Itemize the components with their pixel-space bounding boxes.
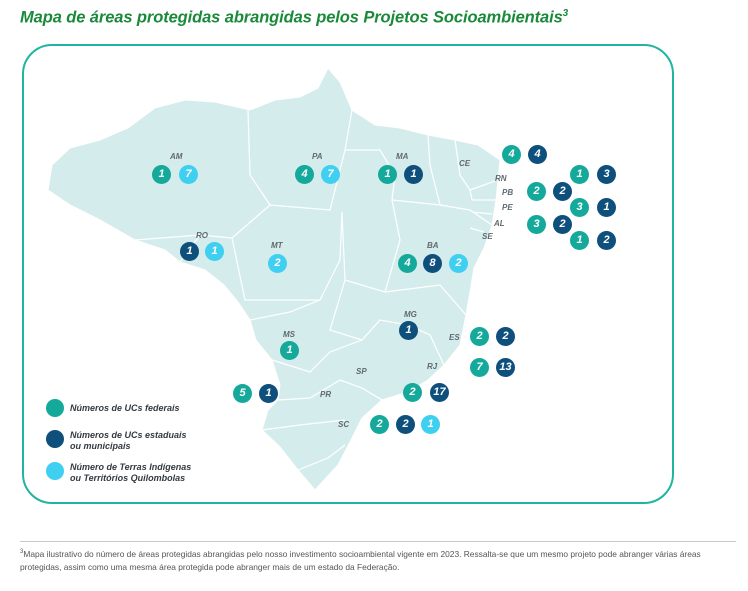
footnote-divider: [20, 541, 736, 542]
state-label-ro: RO: [196, 231, 208, 240]
badge-rn-federal: 1: [570, 165, 589, 184]
badge-ro-estadual: 1: [180, 242, 199, 261]
state-label-rn: RN: [495, 174, 507, 183]
legend-indigena-dot: [46, 462, 64, 480]
badge-al-federal: 3: [527, 215, 546, 234]
state-label-pb: PB: [502, 188, 514, 197]
badge-es-federal: 2: [470, 327, 489, 346]
state-label-se: SE: [482, 232, 493, 241]
badge-ba-federal: 4: [398, 254, 417, 273]
legend-indigena-label: Número de Terras Indígenas ou Territórios Quilombolas: [70, 462, 192, 483]
page-title: Mapa de áreas protegidas abrangidas pelos Projetos Socioambientais$^3$: [20, 8, 569, 27]
legend-estadual-label: Números de UCs estaduais ou municipais: [70, 430, 187, 451]
badge-rj-estadual: 13: [496, 358, 515, 377]
legend-federal-label: Números de UCs federais: [70, 403, 180, 413]
badge-am-federal: 1: [152, 165, 171, 184]
badge-ro-indigena: 1: [205, 242, 224, 261]
badge-pa-federal: 4: [295, 165, 314, 184]
state-label-es: ES: [449, 333, 460, 342]
state-label-mg: MG: [404, 310, 417, 319]
state-label-mt: MT: [271, 241, 283, 250]
badge-se-estadual: 2: [597, 231, 616, 250]
badge-se-federal: 1: [570, 231, 589, 250]
badge-pe-estadual: 1: [597, 198, 616, 217]
badge-pb-estadual: 2: [553, 182, 572, 201]
state-label-pr: PR: [320, 390, 332, 399]
badge-mt-indigena: 2: [268, 254, 287, 273]
state-label-al: AL: [494, 219, 505, 228]
badge-pb-federal: 2: [527, 182, 546, 201]
badge-sp-estadual: 17: [430, 383, 449, 402]
badge-sc-federal: 2: [370, 415, 389, 434]
badge-ba-indigena: 2: [449, 254, 468, 273]
badge-ce-federal: 4: [502, 145, 521, 164]
state-label-ba: BA: [427, 241, 439, 250]
badge-mg-estadual: 1: [399, 321, 418, 340]
badge-al-estadual: 2: [553, 215, 572, 234]
badge-ce-estadual: 4: [528, 145, 547, 164]
state-label-pa: PA: [312, 152, 323, 161]
badge-sc-estadual: 2: [396, 415, 415, 434]
state-label-pe: PE: [502, 203, 513, 212]
badge-sp-federal: 2: [403, 383, 422, 402]
badge-ms-federal: 1: [280, 341, 299, 360]
state-label-ma: MA: [396, 152, 409, 161]
state-label-ce: CE: [459, 159, 471, 168]
footnote: [20, 546, 730, 574]
badge-pe-federal: 3: [570, 198, 589, 217]
badge-rj-federal: 7: [470, 358, 489, 377]
state-label-sc: SC: [338, 420, 350, 429]
footnote-text: Mapa ilustrativo do número de áreas protegidas abrangidas pelo nosso investimento socioambiental vigente em 2023. Ressalta-se que um mesmo projeto pode abranger várias áreas protegidas, assim como uma mesma área protegida pode abranger mais de um estado da Federação.: [20, 548, 701, 572]
badge-am-indigena: 7: [179, 165, 198, 184]
badge-es-estadual: 2: [496, 327, 515, 346]
title-footnote-mark: 3: [562, 8, 569, 19]
badge-pr-estadual: 1: [259, 384, 278, 403]
badge-ma-federal: 1: [378, 165, 397, 184]
badge-rn-estadual: 3: [597, 165, 616, 184]
footnote-mark: 3: [20, 549, 24, 555]
badge-pr-federal: 5: [233, 384, 252, 403]
state-label-ms: MS: [283, 330, 295, 339]
legend-federal-dot: [46, 399, 64, 417]
badge-ba-estadual: 8: [423, 254, 442, 273]
badge-pa-indigena: 7: [321, 165, 340, 184]
state-label-rj: RJ: [427, 362, 438, 371]
state-label-am: AM: [170, 152, 183, 161]
badge-ma-estadual: 1: [404, 165, 423, 184]
legend-estadual-dot: [46, 430, 64, 448]
badge-sc-indigena: 1: [421, 415, 440, 434]
state-label-sp: SP: [356, 367, 367, 376]
